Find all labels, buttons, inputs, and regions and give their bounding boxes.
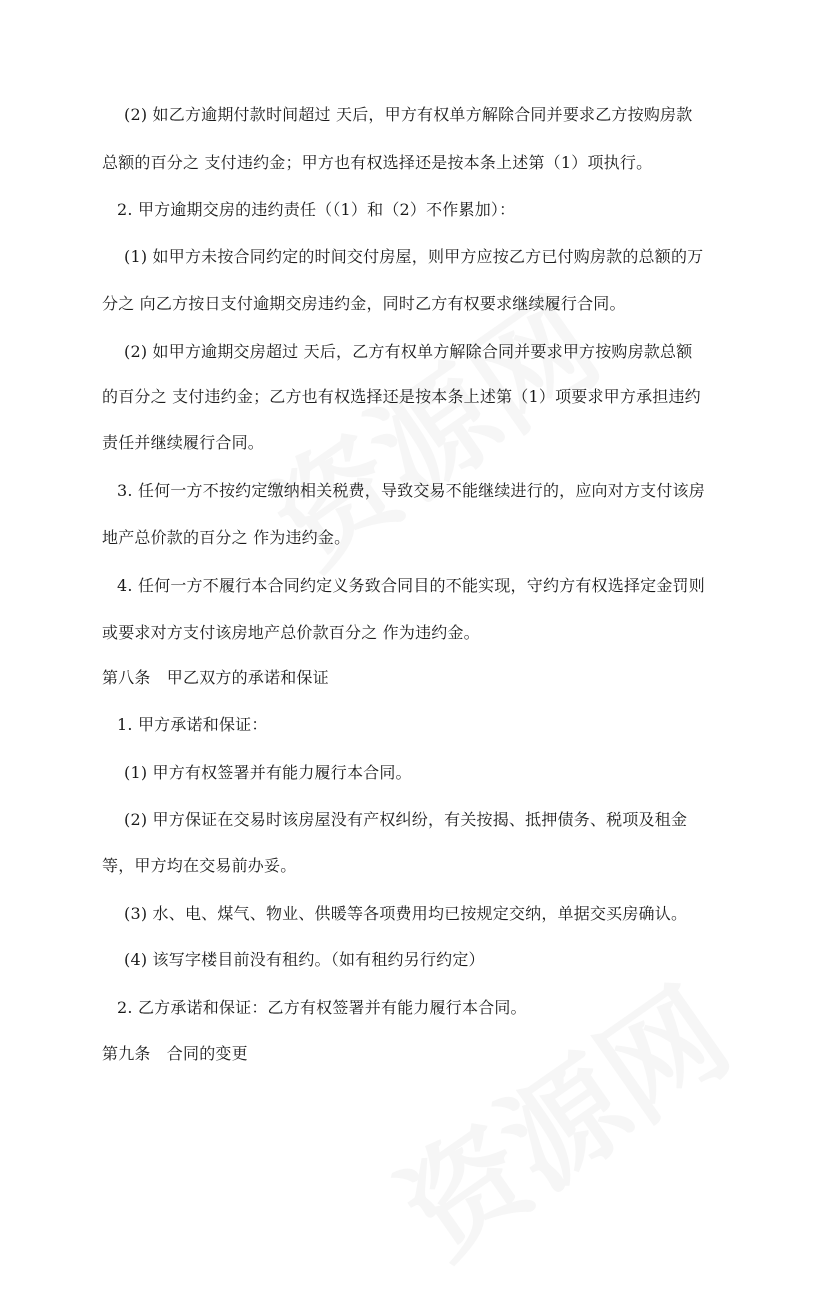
watermark bbox=[363, 942, 757, 1289]
section-heading: 第八条 甲乙双方的承诺和保证 bbox=[102, 668, 329, 687]
paragraph-line: 2. 乙方承诺和保证：乙方有权签署并有能力履行本合同。 bbox=[117, 998, 527, 1017]
paragraph-line: 3. 任何一方不按约定缴纳相关税费，导致交易不能继续进行的，应向对方支付该房 bbox=[117, 481, 705, 500]
paragraph-line: 1. 甲方承诺和保证： bbox=[117, 715, 268, 734]
paragraph-line: (1) 如甲方未按合同约定的时间交付房屋，则甲方应按乙方已付购房款的总额的万 bbox=[124, 247, 704, 266]
paragraph-line: (2) 如甲方逾期交房超过 天后，乙方有权单方解除合同并要求甲方按购房款总额 bbox=[124, 342, 693, 361]
paragraph-line: (2) 甲方保证在交易时该房屋没有产权纠纷，有关按揭、抵押债务、税项及租金 bbox=[124, 810, 688, 829]
paragraph-line: 或要求对方支付该房地产总价款百分之 作为违约金。 bbox=[102, 623, 480, 642]
paragraph-line: (4) 该写字楼目前没有租约。（如有租约另行约定） bbox=[124, 950, 485, 969]
paragraph-line: 分之 向乙方按日支付逾期交房违约金，同时乙方有权要求继续履行合同。 bbox=[102, 294, 626, 313]
paragraph-line: 等，甲方均在交易前办妥。 bbox=[102, 856, 297, 875]
paragraph-line: (3) 水、电、煤气、物业、供暖等各项费用均已按规定交纳，单据交买房确认。 bbox=[124, 904, 688, 923]
paragraph-line: 2. 甲方逾期交房的违约责任（（1）和（2）不作累加）： bbox=[117, 200, 516, 219]
paragraph-line: 4. 任何一方不履行本合同约定义务致合同目的不能实现，守约方有权选择定金罚则 bbox=[117, 576, 705, 595]
paragraph-line: 总额的百分之 支付违约金；甲方也有权选择还是按本条上述第（1）项执行。 bbox=[102, 153, 653, 172]
paragraph-line: 的百分之 支付违约金；乙方也有权选择还是按本条上述第（1）项要求甲方承担违约 bbox=[102, 387, 701, 406]
paragraph-line: 地产总价款的百分之 作为违约金。 bbox=[102, 528, 351, 547]
paragraph-line: 责任并继续履行合同。 bbox=[102, 433, 265, 452]
paragraph-line: (2) 如乙方逾期付款时间超过 天后，甲方有权单方解除合同并要求乙方按购房款 bbox=[124, 105, 693, 124]
section-heading: 第九条 合同的变更 bbox=[102, 1044, 248, 1063]
paragraph-line: (1) 甲方有权签署并有能力履行本合同。 bbox=[124, 763, 412, 782]
